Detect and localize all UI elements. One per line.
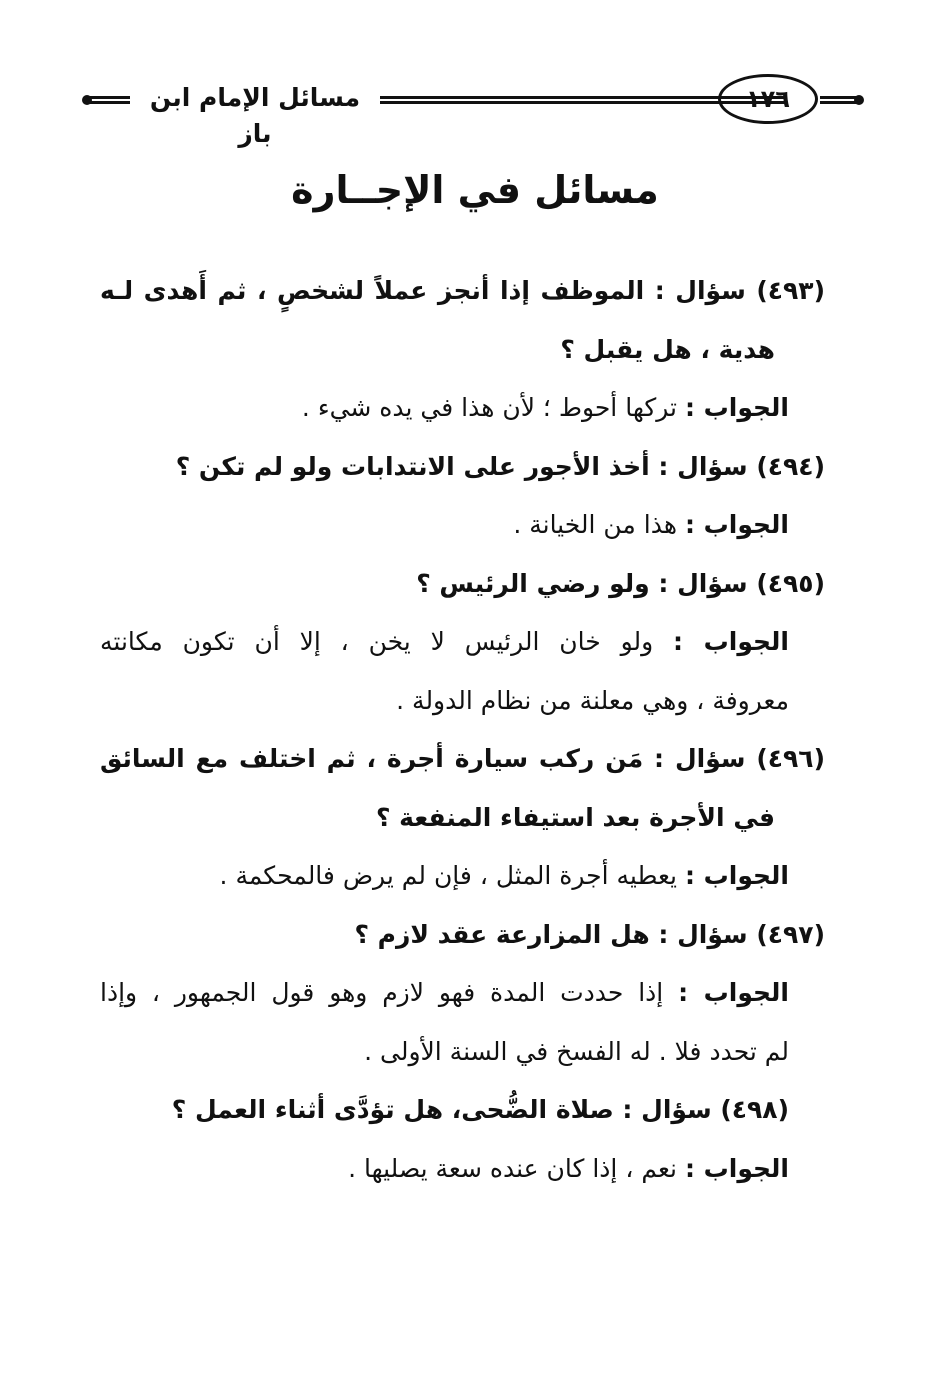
header-dot-left: [82, 95, 92, 105]
answer-494: [100, 496, 825, 555]
section-title: مسائل في الإجــارة: [291, 168, 659, 212]
question-495: (٤٩٥) سؤال : ولو رضي الرئيس ؟: [416, 568, 825, 598]
question-497: (٤٩٧) سؤال : هل المزارعة عقد لازم ؟: [354, 919, 825, 949]
answer-493: [100, 379, 825, 438]
header-rule-middle: [380, 96, 785, 104]
answer-495-line-2: معروفة ، وهي معلنة من نظام الدولة .: [396, 685, 789, 715]
answer-498: [100, 1140, 825, 1199]
answer-497-text-1: إذا حددت المدة فهو لازم وهو قول الجمهور ، وإذا: [100, 978, 664, 1007]
answer-495-line-1: [100, 613, 825, 672]
answer-label: الجواب :: [684, 861, 789, 890]
question-493-line-1: (٤٩٣) سؤال : الموظف إذا أنجز عملاً لشخصٍ ، ثم أَهدى لـه: [100, 276, 825, 305]
answer-label: الجواب :: [684, 1153, 789, 1183]
running-title: مسائل الإمام ابن باز: [149, 83, 361, 148]
answer-497-line-2: لم تحدد فلا . له الفسخ في السنة الأولى .: [364, 1036, 789, 1066]
answer-493-text: تركها أحوط ؛ لأن هذا في يده شيء .: [301, 393, 677, 422]
page-number: ١٧٦: [718, 74, 818, 124]
answer-label: الجواب :: [684, 510, 789, 539]
question-498: (٤٩٨) سؤال : صلاة الضُّحى، هل تؤدَّى أثناء العمل ؟: [171, 1095, 789, 1124]
question-493-line-2: هدية ، هل يقبل ؟: [560, 334, 775, 364]
answer-498-text: نعم ، إذا كان عنده سعة يصليها .: [348, 1153, 677, 1183]
question-494: (٤٩٤) سؤال : أخذ الأجور على الانتدابات ولو لم تكن ؟: [175, 451, 825, 481]
answer-495-text-1: ولو خان الرئيس لا يخن ، إلا أن تكون مكانته: [100, 627, 654, 656]
qa-list: [100, 262, 825, 1198]
answer-label: الجواب :: [684, 393, 789, 422]
answer-496: [100, 847, 825, 906]
answer-494-text: هذا من الخيانة .: [513, 510, 677, 539]
answer-497-line-1: [100, 964, 825, 1023]
header-rule-left: [90, 96, 130, 104]
question-496-line-2: في الأجرة بعد استيفاء المنفعة ؟: [375, 802, 775, 832]
answer-496-text: يعطيه أجرة المثل ، فإن لم يرض فالمحكمة .: [219, 861, 677, 890]
answer-label: الجواب :: [678, 978, 790, 1007]
question-496-line-1: (٤٩٦) سؤال : مَن ركب سيارة أجرة ، ثم اختلف مع السائق: [100, 744, 825, 773]
page-header: [70, 70, 870, 148]
header-rule-right: [820, 96, 858, 104]
answer-label: الجواب :: [673, 627, 789, 656]
